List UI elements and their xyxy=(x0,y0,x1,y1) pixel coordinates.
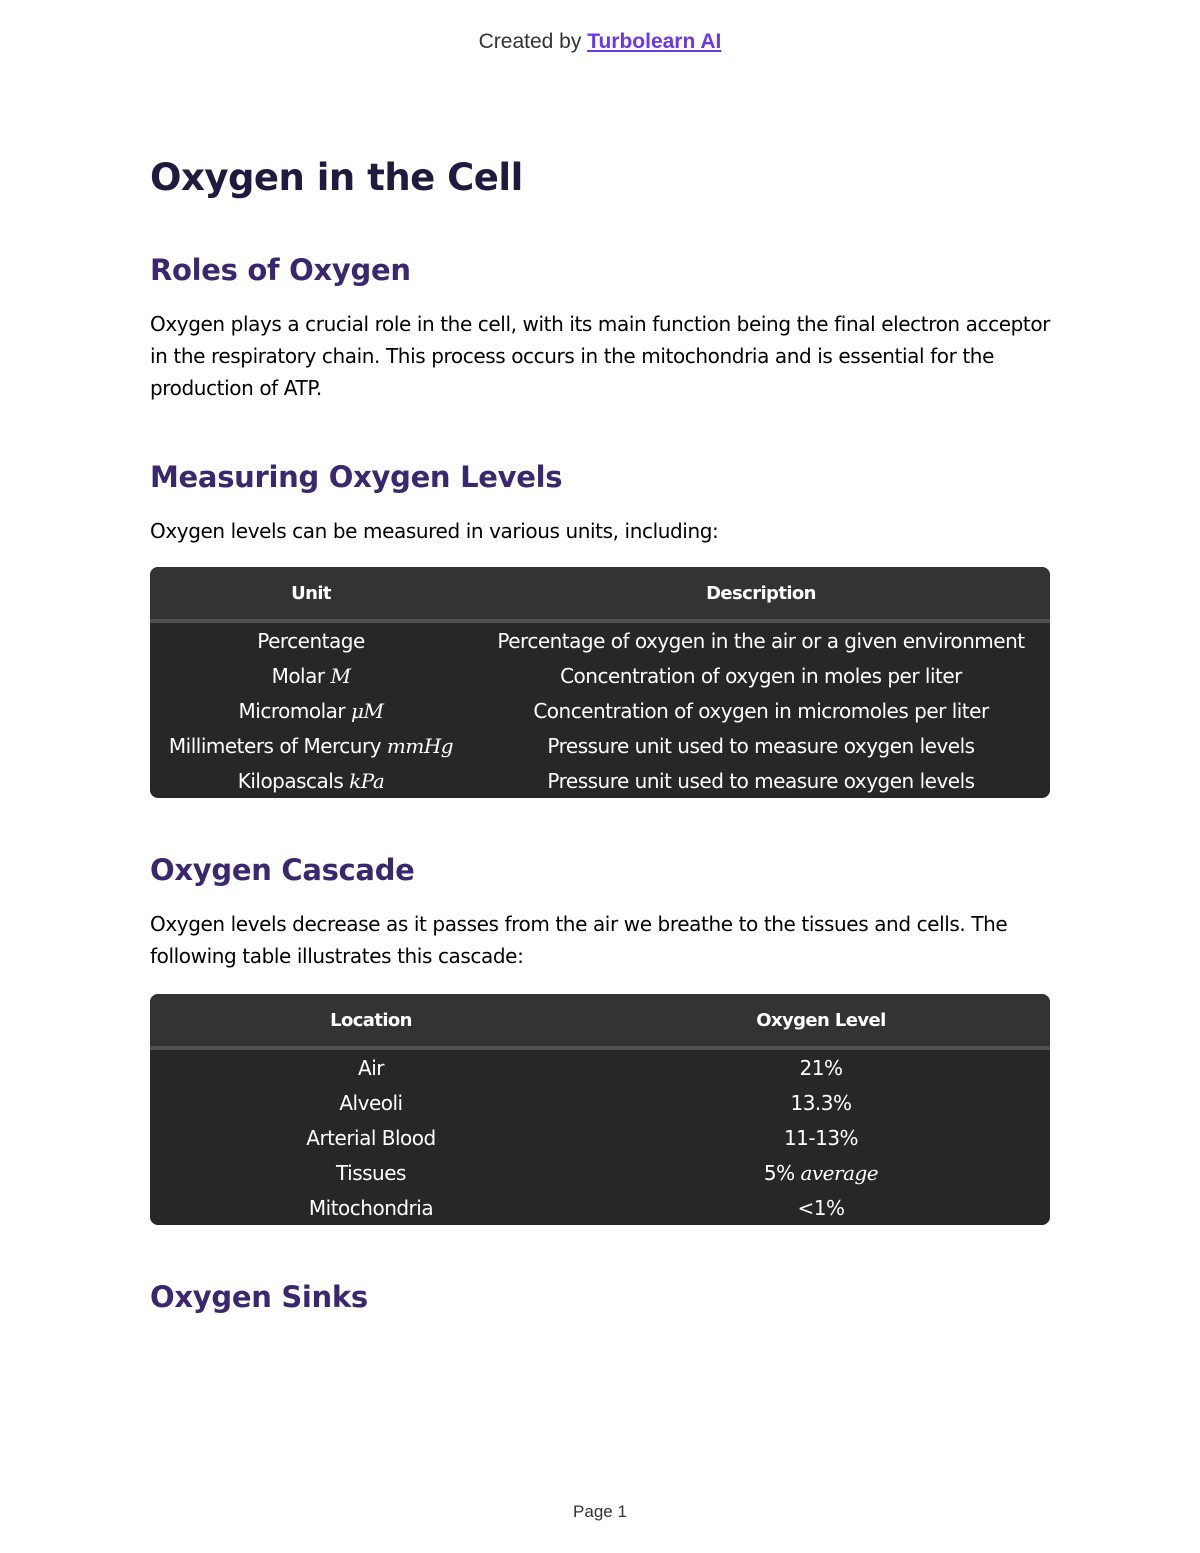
unit-cell xyxy=(150,658,472,693)
unit-symbol: mmHg xyxy=(386,733,454,758)
table-row xyxy=(150,693,1050,728)
level-note: average xyxy=(800,1160,879,1185)
unit-name: Molar xyxy=(271,663,325,688)
table-row xyxy=(150,621,1050,658)
level-value: 5% xyxy=(763,1160,795,1185)
page-title: Oxygen in the Cell xyxy=(150,156,523,199)
table-row xyxy=(150,1048,1050,1085)
heading-measuring-oxygen-levels: Measuring Oxygen Levels xyxy=(150,460,563,494)
unit-cell xyxy=(150,621,472,658)
turbolearn-link[interactable]: Turbolearn AI xyxy=(587,30,722,53)
unit-name: Percentage xyxy=(257,628,365,653)
cascade-table-header-row xyxy=(150,994,1050,1048)
description-cell: Pressure unit used to measure oxygen levels xyxy=(547,733,975,758)
table-row xyxy=(150,1120,1050,1155)
table-row xyxy=(150,658,1050,693)
table-row xyxy=(150,763,1050,798)
location-cell: Air xyxy=(358,1055,384,1080)
location-cell: Alveoli xyxy=(339,1090,403,1115)
unit-cell xyxy=(150,763,472,798)
description-cell: Percentage of oxygen in the air or a given environment xyxy=(497,628,1025,653)
units-table xyxy=(150,567,1050,798)
document-content xyxy=(150,150,1050,1317)
level-cell: <1% xyxy=(797,1195,845,1220)
heading-oxygen-cascade: Oxygen Cascade xyxy=(150,853,415,887)
location-cell: Mitochondria xyxy=(308,1195,434,1220)
table-row xyxy=(150,728,1050,763)
roles-paragraph: Oxygen plays a crucial role in the cell, with its main function being the final electron acceptor in the respiratory chain. This process occurs in the mitochondria and is essential for the production of ATP. xyxy=(150,312,1050,400)
location-cell: Tissues xyxy=(336,1160,406,1185)
table-row xyxy=(150,1155,1050,1190)
unit-symbol: M xyxy=(330,663,351,688)
units-table-header-row xyxy=(150,567,1050,621)
level-cell: 13.3% xyxy=(790,1090,852,1115)
location-cell: Arterial Blood xyxy=(306,1125,436,1150)
heading-oxygen-sinks: Oxygen Sinks xyxy=(150,1280,368,1314)
table-row xyxy=(150,1085,1050,1120)
unit-name: Millimeters of Mercury xyxy=(168,733,382,758)
level-cell xyxy=(592,1155,1050,1190)
description-cell: Pressure unit used to measure oxygen levels xyxy=(547,768,975,793)
cascade-intro: Oxygen levels decrease as it passes from the air we breathe to the tissues and cells. The following table illustrates this cascade: xyxy=(150,912,1008,968)
heading-roles-of-oxygen: Roles of Oxygen xyxy=(150,253,411,287)
level-cell: 11-13% xyxy=(783,1125,859,1150)
cascade-table xyxy=(150,994,1050,1225)
header-credit xyxy=(0,28,1200,56)
unit-cell xyxy=(150,693,472,728)
description-cell: Concentration of oxygen in moles per liter xyxy=(560,663,962,688)
cascade-header-oxygen-level: Oxygen Level xyxy=(592,994,1050,1048)
table-row xyxy=(150,1190,1050,1225)
unit-name: Kilopascals xyxy=(237,768,344,793)
units-header-unit: Unit xyxy=(150,567,472,621)
level-cell: 21% xyxy=(799,1055,843,1080)
unit-name: Micromolar xyxy=(238,698,346,723)
unit-symbol: kPa xyxy=(349,768,385,793)
unit-symbol: μM xyxy=(350,698,384,723)
credit-prefix: Created by xyxy=(478,30,582,53)
cascade-header-location: Location xyxy=(150,994,592,1048)
description-cell: Concentration of oxygen in micromoles per liter xyxy=(533,698,989,723)
unit-cell xyxy=(150,728,472,763)
units-header-description: Description xyxy=(472,567,1050,621)
measuring-intro: Oxygen levels can be measured in various units, including: xyxy=(150,519,719,543)
page-number: Page 1 xyxy=(573,1502,627,1521)
